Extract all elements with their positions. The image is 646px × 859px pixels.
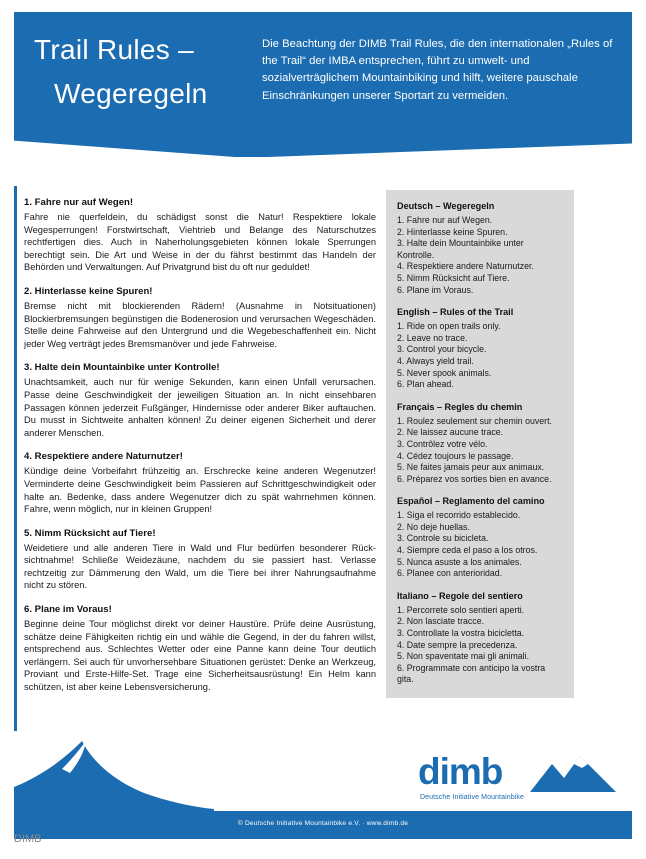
rule-section: [24, 196, 376, 274]
translation-title: Italiano – Regole del sentiero: [397, 590, 523, 601]
translation-line: 3. Control your bicycle.: [397, 344, 487, 355]
footer-credit: © Deutsche Initiative Mountainbike e.V. · www.dimb.de: [237, 820, 409, 827]
translation-group-espanol: [397, 495, 563, 580]
rules-column: [24, 196, 376, 705]
translation-line: 2. Ne laissez aucune trace.: [397, 427, 504, 438]
translation-line: 1. Roulez seulement sur chemin ouvert.: [397, 415, 552, 426]
translation-group-deutsch: [397, 200, 563, 296]
header-wedge-right: [214, 133, 632, 157]
translation-line: 5. Non spaventate mai gli animali.: [397, 651, 530, 662]
translation-line: 2. Hinterlasse keine Spuren.: [397, 226, 508, 237]
translation-line: 5. Nimm Rücksicht auf Tiere.: [397, 272, 510, 283]
translation-group-english: [397, 306, 563, 391]
translation-line: 1. Ride on open trails only.: [397, 321, 501, 332]
dimb-logo: [418, 752, 618, 808]
translation-title: Deutsch – Wegeregeln: [397, 201, 495, 211]
mountain-graphic-icon: [14, 735, 214, 813]
rule-heading: 2. Hinterlasse keine Spuren!: [24, 285, 153, 297]
translation-line: 2. No deje huellas.: [397, 521, 470, 532]
translation-line: 5. Ne faites jamais peur aux animaux.: [397, 462, 545, 473]
rule-section: [24, 527, 376, 592]
logo-wordmark: dimb: [418, 751, 503, 792]
page-title-line2: Wegeregeln: [54, 78, 208, 109]
translation-title: Français – Regles du chemin: [397, 401, 523, 412]
translation-line: 3. Halte dein Mountainbike unter Kontrolle.: [397, 238, 524, 260]
rule-body: Bremse nicht mit blockierenden Rädern! (Ausnahme in Notsituationen) Blockierbremsungen begünstigen die Bodenerosion und verursachen Wegeschäden. Stelle deine Fahrweise auf den Untergrund und die Wegebeschaffenheit ein. Nicht jeder Weg verträgt jedes Bremsmanöver und jede Fahrweise.: [24, 300, 376, 349]
rule-body: Unachtsamkeit, auch nur für wenige Sekunden, kann einen Unfall verursachen. Passe deine Geschwindigkeit der jeweiligen Situation an. In nicht einsehbaren Passagen können jederzeit Fußgänger, Hindernisse oder anderer Biker auftauchen. Du musst in Sichtweite anhalten können! Zu deiner eigenen Sicherheit und derer anderer Menschen.: [24, 377, 376, 438]
logo-mountain-icon: [530, 754, 616, 792]
rule-section: [24, 361, 376, 439]
translation-line: 3. Controllate la vostra bicicletta.: [397, 628, 525, 639]
translation-title: English – Rules of the Trail: [397, 307, 514, 318]
rule-section: [24, 285, 376, 350]
translation-line: 3. Controle su bicicleta.: [397, 533, 489, 544]
translation-line: 4. Respektiere andere Naturnutzer.: [397, 261, 534, 272]
translations-box: [386, 190, 574, 698]
page-title-line1: Trail Rules –: [34, 34, 195, 65]
rule-section: [24, 603, 376, 694]
left-accent-rule: [14, 186, 17, 731]
translation-line: 6. Préparez vos sorties bien en avance.: [397, 473, 552, 484]
translation-line: 2. Leave no trace.: [397, 332, 468, 343]
translation-group-francais: [397, 401, 563, 486]
header-banner: [14, 12, 632, 157]
translation-line: 5. Nunca asuste a los animales.: [397, 556, 522, 567]
translation-line: 6. Planee con anterioridad.: [397, 568, 503, 579]
rule-body: Fahre nie querfeldein, du schädigst sonst die Natur! Respektiere lokale Wegesperrungen! Forstwirtschaft, Viehtrieb und Belange des Naturschutzes rechtfertigen dies. Auch in Naherholungsgebieten können lokale Sperrungen berechtigt sein. Die Art und Weise in der du fährst bestimmt das Handeln der Behörden und Verwaltungen. Auf Privatgrund bist du oft nur geduldet!: [24, 212, 376, 273]
translation-line: 6. Plan ahead.: [397, 379, 454, 390]
translation-line: 6. Programmate con anticipo la vostra gita.: [397, 662, 546, 685]
rule-heading: 1. Fahre nur auf Wegen!: [24, 197, 134, 208]
translation-line: 1. Percorrete solo sentieri aperti.: [397, 604, 525, 615]
rule-body: Beginne deine Tour möglichst direkt vor deiner Haustüre. Prüfe deine Ausrüstung, schätze deine Fähigkeiten richtig ein und wähle die Gegend, in der du fahren willst, entsprechend aus. Schlechtes Wetter oder eine Panne kann deine Tour deutlich verlängern. Sei auch für unvorhersehbare Situationen gerüstet: Denke an Werkzeug, Proviant und Erste-Hilfe-Set. Trage eine Sicherheitsausrüstung! Ein Helm kann schützen, ist aber keine Lebensversicherung.: [24, 619, 376, 693]
rule-body: Kündige deine Vorbeifahrt frühzeitig an. Erschrecke keine anderen Wegenutzer! Verminderte deine Geschwindigkeit beim Passieren auf Schrittgeschwindigkeit oder halte an. Bedenke, dass andere Wegenutzer dich zu spät wahrnehmen können. Fahre, wenn möglich, nur in kleinen Gruppen!: [24, 466, 376, 515]
translation-group-italiano: [397, 590, 563, 686]
footer-label: DIMB: [14, 833, 42, 845]
translation-title: Español – Reglamento del camino: [397, 496, 545, 507]
rule-section: [24, 450, 376, 515]
translation-line: 1. Siga el recorrido establecido.: [397, 510, 521, 521]
translation-line: 4. Always yield trail.: [397, 355, 474, 366]
translation-line: 4. Date sempre la precedenza.: [397, 639, 518, 650]
translation-line: 6. Plane im Voraus.: [397, 284, 474, 295]
header-wedge-left: [14, 117, 262, 157]
page-title: [34, 28, 269, 116]
logo-subtitle: Deutsche Initiative Mountainbike: [420, 794, 524, 801]
translation-line: 1. Fahre nur auf Wegen.: [397, 215, 493, 225]
rule-body: Weidetiere und alle anderen Tiere in Wald und Flur bedürfen besonderer Rücksichtnahme! Schließe Weidezäune, nachdem du sie passiert hast. Verlasse rechtzeitig zur Dämmerung den Wald, um die Tiere bei ihrer Nahrungsaufnahme nicht zu stören.: [24, 542, 376, 591]
rule-heading: 5. Nimm Rücksicht auf Tiere!: [24, 527, 156, 539]
translation-line: 3. Contrôlez votre vélo.: [397, 438, 488, 449]
translation-line: 4. Siempre ceda el paso a los otros.: [397, 545, 538, 556]
rule-heading: 6. Plane im Voraus!: [24, 604, 112, 616]
header-intro-text: Die Beachtung der DIMB Trail Rules, die den internationalen „Rules of the Trail“ der IMBA entsprechen, führt zu umwelt- und sozialverträglichem Mountainbiking und hilft, weitere pauschale Einschränkungen unserer Sportart zu vermeiden.: [262, 38, 613, 102]
footer-bar: [14, 811, 632, 839]
rule-heading: 3. Halte dein Mountainbike unter Kontrolle!: [24, 362, 220, 374]
translation-line: 2. Non lasciate tracce.: [397, 616, 485, 627]
translation-line: 4. Cédez toujours le passage.: [397, 450, 514, 461]
rule-heading: 4. Respektiere andere Naturnutzer!: [24, 451, 183, 463]
translation-line: 5. Never spook animals.: [397, 367, 492, 378]
